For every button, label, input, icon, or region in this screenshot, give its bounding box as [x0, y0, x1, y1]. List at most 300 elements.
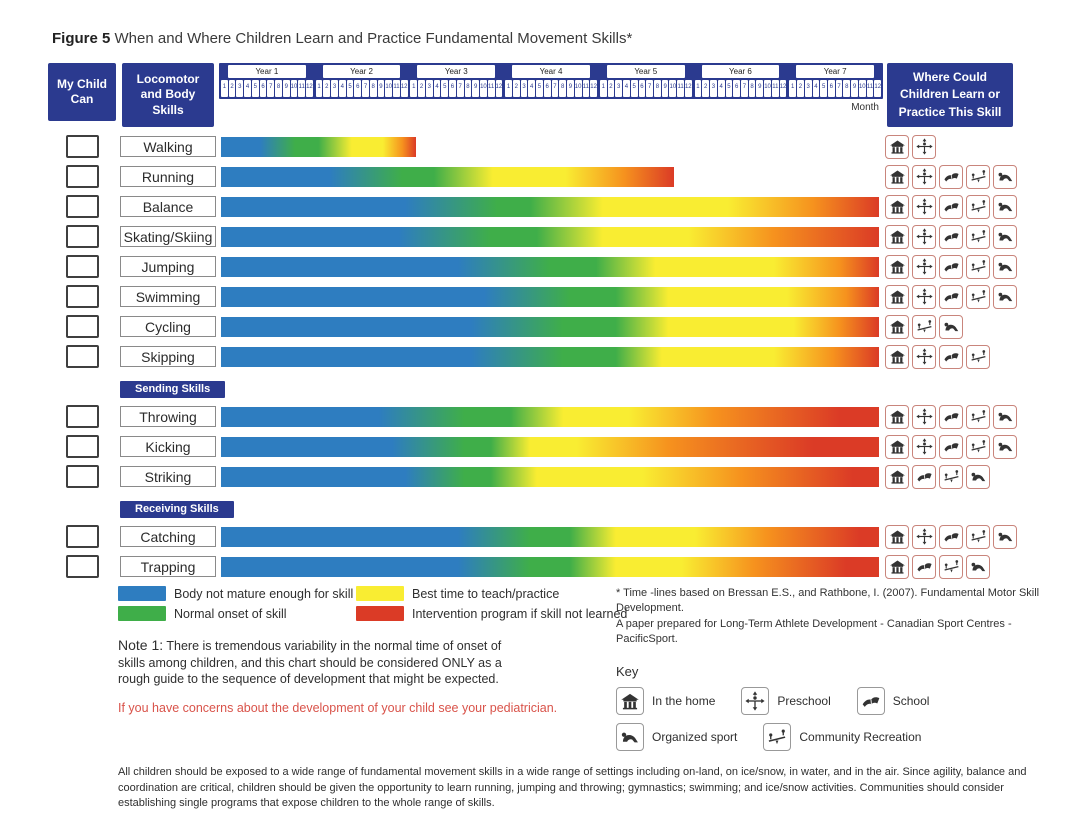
- skill-label: Catching: [120, 526, 216, 547]
- month-cell: 7: [552, 80, 559, 97]
- month-cell: 5: [441, 80, 448, 97]
- month-cell: 7: [741, 80, 748, 97]
- header-locomotor-body-skills: Locomotor and Body Skills: [122, 63, 214, 127]
- preschool-icon: [912, 345, 936, 369]
- checkbox-cell: [48, 465, 116, 488]
- skill-label: Striking: [120, 466, 216, 487]
- sport-icon: [993, 285, 1017, 309]
- month-cell: 12: [685, 80, 692, 97]
- home-icon: [885, 345, 909, 369]
- timeline-header-wrap: [219, 63, 883, 113]
- sport-icon: [993, 195, 1017, 219]
- month-cell: 6: [544, 80, 551, 97]
- home-icon: [616, 687, 644, 715]
- my-child-can-checkbox[interactable]: [66, 435, 99, 458]
- month-cell: 1: [600, 80, 607, 97]
- month-cell: 2: [323, 80, 330, 97]
- checkbox-cell: [48, 525, 116, 548]
- section-header-row: [48, 499, 1014, 518]
- home-icon: [885, 525, 909, 549]
- month-cell: 10: [385, 80, 392, 97]
- year-block: [221, 65, 313, 97]
- month-cell: 9: [378, 80, 385, 97]
- skill-label: Swimming: [120, 286, 216, 307]
- month-cell: 12: [306, 80, 313, 97]
- legend-label: Body not mature enough for skill: [174, 586, 354, 601]
- school-icon: [939, 195, 963, 219]
- month-cell: 10: [480, 80, 487, 97]
- month-cell: 3: [615, 80, 622, 97]
- community-icon: [939, 555, 963, 579]
- footnote-line-1: * Time -lines based on Bressan E.S., and Rathbone, I. (2007). Fundamental Motor Skill Development.: [616, 587, 1040, 615]
- footnote-line-2: A paper prepared for Long-Term Athlete Development - Canadian Sport Centres - PacificSport.: [616, 617, 1012, 646]
- bar-cell: [221, 257, 879, 277]
- school-icon: [939, 255, 963, 279]
- skill-row: [48, 166, 1014, 187]
- school-icon: [939, 225, 963, 249]
- month-cell: 5: [347, 80, 354, 97]
- month-cell: 9: [662, 80, 669, 97]
- skill-row: [48, 316, 1014, 337]
- month-cell: 7: [457, 80, 464, 97]
- year-label: Year 4: [512, 65, 590, 78]
- venue-icons: [885, 345, 990, 369]
- month-cell: 1: [410, 80, 417, 97]
- sport-icon: [939, 315, 963, 339]
- month-cell: 3: [805, 80, 812, 97]
- month-cell: 11: [298, 80, 305, 97]
- skill-row: [48, 226, 1014, 247]
- month-cell: 11: [393, 80, 400, 97]
- skill-label: Walking: [120, 136, 216, 157]
- month-cell: 8: [843, 80, 850, 97]
- month-cell: 12: [590, 80, 597, 97]
- month-cell: 6: [449, 80, 456, 97]
- year-label: Year 3: [417, 65, 495, 78]
- skill-timeline-bar: [221, 317, 879, 337]
- month-strip: [789, 80, 881, 97]
- key-item-label: Organized sport: [652, 729, 738, 744]
- key-items: [616, 687, 1062, 751]
- sport-icon: [993, 255, 1017, 279]
- month-cell: 7: [362, 80, 369, 97]
- bar-cell: [221, 347, 879, 367]
- bar-cell: [221, 557, 879, 577]
- source-footnote: [616, 586, 1062, 648]
- skill-timeline-bar: [221, 287, 879, 307]
- community-icon: [966, 255, 990, 279]
- my-child-can-checkbox[interactable]: [66, 195, 99, 218]
- skill-timeline-bar: [221, 527, 879, 547]
- skill-timeline-bar: [221, 347, 879, 367]
- home-icon: [885, 555, 909, 579]
- legend-column: [356, 586, 628, 621]
- legend-swatch: [118, 586, 166, 601]
- skill-row: [48, 526, 1014, 547]
- skill-label: Running: [120, 166, 216, 187]
- checkbox-cell: [48, 345, 116, 368]
- month-cell: 2: [608, 80, 615, 97]
- month-cell: 6: [260, 80, 267, 97]
- venue-icons: [885, 285, 1017, 309]
- month-cell: 11: [867, 80, 874, 97]
- my-child-can-checkbox[interactable]: [66, 525, 99, 548]
- bar-cell: [221, 527, 879, 547]
- preschool-icon: [912, 165, 936, 189]
- month-cell: 4: [718, 80, 725, 97]
- month-cell: 3: [426, 80, 433, 97]
- skill-label: Skating/Skiing: [120, 226, 216, 247]
- month-cell: 4: [623, 80, 630, 97]
- section-header: Receiving Skills: [120, 501, 234, 518]
- legend-swatch: [356, 586, 404, 601]
- my-child-can-checkbox[interactable]: [66, 345, 99, 368]
- header-where-could-learn: Where Could Children Learn or Practice This Skill: [887, 63, 1013, 127]
- home-icon: [885, 225, 909, 249]
- month-cell: 1: [505, 80, 512, 97]
- venue-icons: [885, 465, 990, 489]
- key-item-sport: [616, 723, 737, 751]
- sport-icon: [966, 465, 990, 489]
- month-cell: 1: [221, 80, 228, 97]
- month-cell: 5: [726, 80, 733, 97]
- checkbox-cell: [48, 225, 116, 248]
- month-axis-label: Month: [851, 102, 879, 113]
- preschool-icon: [912, 135, 936, 159]
- school-icon: [939, 165, 963, 189]
- month-cell: 12: [401, 80, 408, 97]
- venue-icons: [885, 255, 1017, 279]
- bar-cell: [221, 167, 879, 187]
- month-cell: 9: [472, 80, 479, 97]
- key-item-school: [857, 687, 930, 715]
- month-cell: 11: [488, 80, 495, 97]
- year-label: Year 7: [796, 65, 874, 78]
- sport-icon: [993, 525, 1017, 549]
- community-icon: [966, 195, 990, 219]
- my-child-can-checkbox[interactable]: [66, 405, 99, 428]
- year-block: [600, 65, 692, 97]
- skill-label: Jumping: [120, 256, 216, 277]
- checkbox-cell: [48, 315, 116, 338]
- skill-row: [48, 406, 1014, 427]
- month-cell: 4: [244, 80, 251, 97]
- note-1-label: Note 1:: [118, 637, 164, 653]
- skill-timeline-bar: [221, 437, 879, 457]
- month-cell: 5: [631, 80, 638, 97]
- sport-icon: [966, 555, 990, 579]
- checkbox-cell: [48, 165, 116, 188]
- bottom-right-column: [616, 586, 1062, 751]
- bar-cell: [221, 407, 879, 427]
- sport-icon: [993, 165, 1017, 189]
- skills-chart: [48, 63, 1014, 577]
- skill-timeline-bar: [221, 557, 879, 577]
- month-cell: 9: [756, 80, 763, 97]
- checkbox-cell: [48, 285, 116, 308]
- school-icon: [912, 555, 936, 579]
- key-item-community: [763, 723, 921, 751]
- month-cell: 2: [229, 80, 236, 97]
- my-child-can-checkbox[interactable]: [66, 555, 99, 578]
- skill-timeline-bar: [221, 137, 416, 157]
- sport-icon: [993, 225, 1017, 249]
- month-cell: 9: [567, 80, 574, 97]
- legend-label: Intervention program if skill not learned: [412, 606, 628, 621]
- month-cell: 3: [331, 80, 338, 97]
- skill-timeline-bar: [221, 197, 879, 217]
- home-icon: [885, 435, 909, 459]
- month-cell: 6: [733, 80, 740, 97]
- venue-icons: [885, 165, 1017, 189]
- key-row: [616, 687, 1062, 715]
- skill-label: Throwing: [120, 406, 216, 427]
- venue-icons: [885, 555, 990, 579]
- year-block: [695, 65, 787, 97]
- legend-item: [118, 606, 356, 621]
- key-title: Key: [616, 663, 639, 679]
- school-icon: [857, 687, 885, 715]
- month-cell: 10: [669, 80, 676, 97]
- year-label: Year 6: [702, 65, 780, 78]
- month-cell: 7: [267, 80, 274, 97]
- school-icon: [939, 345, 963, 369]
- home-icon: [885, 465, 909, 489]
- community-icon: [912, 315, 936, 339]
- month-cell: 11: [677, 80, 684, 97]
- month-cell: 1: [316, 80, 323, 97]
- key-row: [616, 723, 1062, 751]
- skill-row: [48, 466, 1014, 487]
- legend-item: [356, 586, 594, 601]
- figure-title: [52, 30, 1080, 47]
- key-item-label: Preschool: [777, 693, 831, 708]
- month-cell: 5: [252, 80, 259, 97]
- month-cell: 3: [710, 80, 717, 97]
- figure-number: Figure 5: [52, 30, 111, 47]
- skill-label: Trapping: [120, 556, 216, 577]
- month-cell: 8: [370, 80, 377, 97]
- month-cell: 1: [695, 80, 702, 97]
- school-icon: [939, 285, 963, 309]
- month-cell: 12: [874, 80, 881, 97]
- preschool-icon: [912, 225, 936, 249]
- checkbox-cell: [48, 555, 116, 578]
- venue-icons: [885, 435, 1017, 459]
- checkbox-cell: [48, 405, 116, 428]
- my-child-can-checkbox[interactable]: [66, 255, 99, 278]
- my-child-can-checkbox[interactable]: [66, 315, 99, 338]
- month-cell: 8: [465, 80, 472, 97]
- skill-timeline-bar: [221, 167, 674, 187]
- month-cell: 10: [859, 80, 866, 97]
- bar-cell: [221, 317, 879, 337]
- year-label: Year 1: [228, 65, 306, 78]
- home-icon: [885, 285, 909, 309]
- month-cell: 11: [772, 80, 779, 97]
- month-cell: 2: [702, 80, 709, 97]
- skill-row: [48, 196, 1014, 217]
- skill-row: [48, 286, 1014, 307]
- phase-legend: [118, 586, 628, 621]
- year-block: [505, 65, 597, 97]
- key-item-preschool: [741, 687, 830, 715]
- my-child-can-checkbox[interactable]: [66, 135, 99, 158]
- month-cell: 12: [496, 80, 503, 97]
- month-strip: [695, 80, 787, 97]
- home-icon: [885, 135, 909, 159]
- legend-swatch: [356, 606, 404, 621]
- venue-icons: [885, 135, 936, 159]
- key-item-label: School: [892, 693, 930, 708]
- school-icon: [939, 405, 963, 429]
- preschool-icon: [912, 255, 936, 279]
- month-cell: 7: [836, 80, 843, 97]
- school-icon: [912, 465, 936, 489]
- skill-row: [48, 136, 1014, 157]
- month-cell: 3: [236, 80, 243, 97]
- school-icon: [939, 525, 963, 549]
- my-child-can-checkbox[interactable]: [66, 225, 99, 248]
- community-icon: [966, 225, 990, 249]
- my-child-can-checkbox[interactable]: [66, 165, 99, 188]
- preschool-icon: [912, 195, 936, 219]
- checkbox-cell: [48, 135, 116, 158]
- month-cell: 3: [521, 80, 528, 97]
- my-child-can-checkbox[interactable]: [66, 285, 99, 308]
- legend-item: [118, 586, 356, 601]
- month-cell: 8: [275, 80, 282, 97]
- month-cell: 8: [559, 80, 566, 97]
- legend-swatch: [118, 606, 166, 621]
- month-cell: 12: [780, 80, 787, 97]
- my-child-can-checkbox[interactable]: [66, 465, 99, 488]
- note-1: [118, 637, 518, 687]
- closing-paragraph: All children should be exposed to a wide range of fundamental movement skills in a wide range of settings including on-land, on ice/snow, in water, and in the air. Since agility, balance and coordination are critical, children should be given the opportunity to learn running, jumping and throwing; gymnastics; swimming; and ice/snow activities. Communities should consider establishing single programs that expose children to the whole range of skills.: [118, 765, 1027, 810]
- month-cell: 4: [434, 80, 441, 97]
- community-icon: [939, 465, 963, 489]
- note-1-text: There is tremendous variability in the normal time of onset of skills among children, and this chart should be considered ONLY as a rough guide to the sequence of development that might be expected.: [118, 639, 502, 686]
- month-cell: 2: [797, 80, 804, 97]
- key-item-label: Community Recreation: [799, 729, 922, 744]
- skill-label: Balance: [120, 196, 216, 217]
- skill-timeline-bar: [221, 407, 879, 427]
- home-icon: [885, 255, 909, 279]
- month-cell: 4: [339, 80, 346, 97]
- year-block: [410, 65, 502, 97]
- bar-cell: [221, 197, 879, 217]
- year-label: Year 5: [607, 65, 685, 78]
- legend-label: Normal onset of skill: [174, 606, 287, 621]
- home-icon: [885, 315, 909, 339]
- skill-timeline-bar: [221, 257, 879, 277]
- community-icon: [763, 723, 791, 751]
- month-strip: [505, 80, 597, 97]
- checkbox-cell: [48, 195, 116, 218]
- skill-rows: [48, 136, 1014, 577]
- checkbox-cell: [48, 255, 116, 278]
- pediatrician-warning: If you have concerns about the development of your child see your pediatrician.: [118, 700, 558, 715]
- month-cell: 10: [291, 80, 298, 97]
- bar-cell: [221, 467, 879, 487]
- month-cell: 9: [851, 80, 858, 97]
- month-cell: 1: [789, 80, 796, 97]
- home-icon: [885, 195, 909, 219]
- preschool-icon: [912, 435, 936, 459]
- community-icon: [966, 435, 990, 459]
- community-icon: [966, 165, 990, 189]
- preschool-icon: [912, 285, 936, 309]
- skill-label: Cycling: [120, 316, 216, 337]
- preschool-icon: [741, 687, 769, 715]
- skill-timeline-bar: [221, 227, 879, 247]
- month-strip: [316, 80, 408, 97]
- preschool-icon: [912, 525, 936, 549]
- venue-icons: [885, 195, 1017, 219]
- venue-key: [616, 664, 1062, 751]
- month-cell: 6: [639, 80, 646, 97]
- bar-cell: [221, 137, 879, 157]
- legend-label: Best time to teach/practice: [412, 586, 560, 601]
- skill-timeline-bar: [221, 467, 879, 487]
- month-cell: 5: [820, 80, 827, 97]
- month-cell: 8: [749, 80, 756, 97]
- skill-row: [48, 256, 1014, 277]
- bar-cell: [221, 227, 879, 247]
- venue-icons: [885, 525, 1017, 549]
- home-icon: [885, 405, 909, 429]
- month-cell: 2: [513, 80, 520, 97]
- month-cell: 9: [283, 80, 290, 97]
- month-cell: 10: [575, 80, 582, 97]
- month-cell: 5: [536, 80, 543, 97]
- venue-icons: [885, 315, 963, 339]
- legend-column: [118, 586, 356, 621]
- month-strip: [221, 80, 313, 97]
- year-label: Year 2: [323, 65, 401, 78]
- month-cell: 7: [646, 80, 653, 97]
- school-icon: [939, 435, 963, 459]
- community-icon: [966, 525, 990, 549]
- skill-row: [48, 346, 1014, 367]
- venue-icons: [885, 405, 1017, 429]
- skill-label: Kicking: [120, 436, 216, 457]
- skill-row: [48, 436, 1014, 457]
- month-cell: 4: [528, 80, 535, 97]
- month-strip: [600, 80, 692, 97]
- year-block: [316, 65, 408, 97]
- timeline-years-header: [219, 63, 883, 99]
- sport-icon: [993, 405, 1017, 429]
- sport-icon: [616, 723, 644, 751]
- month-cell: 6: [354, 80, 361, 97]
- preschool-icon: [912, 405, 936, 429]
- skill-label: Skipping: [120, 346, 216, 367]
- month-cell: 6: [828, 80, 835, 97]
- month-cell: 11: [583, 80, 590, 97]
- legend-item: [356, 606, 628, 621]
- community-icon: [966, 285, 990, 309]
- home-icon: [885, 165, 909, 189]
- figure-caption: When and Where Children Learn and Practice Fundamental Movement Skills*: [110, 30, 633, 47]
- community-icon: [966, 405, 990, 429]
- month-cell: 4: [813, 80, 820, 97]
- section-header: Sending Skills: [120, 381, 225, 398]
- key-item-home: [616, 687, 715, 715]
- venue-icons: [885, 225, 1017, 249]
- year-block: [789, 65, 881, 97]
- bottom-area: [118, 586, 1062, 751]
